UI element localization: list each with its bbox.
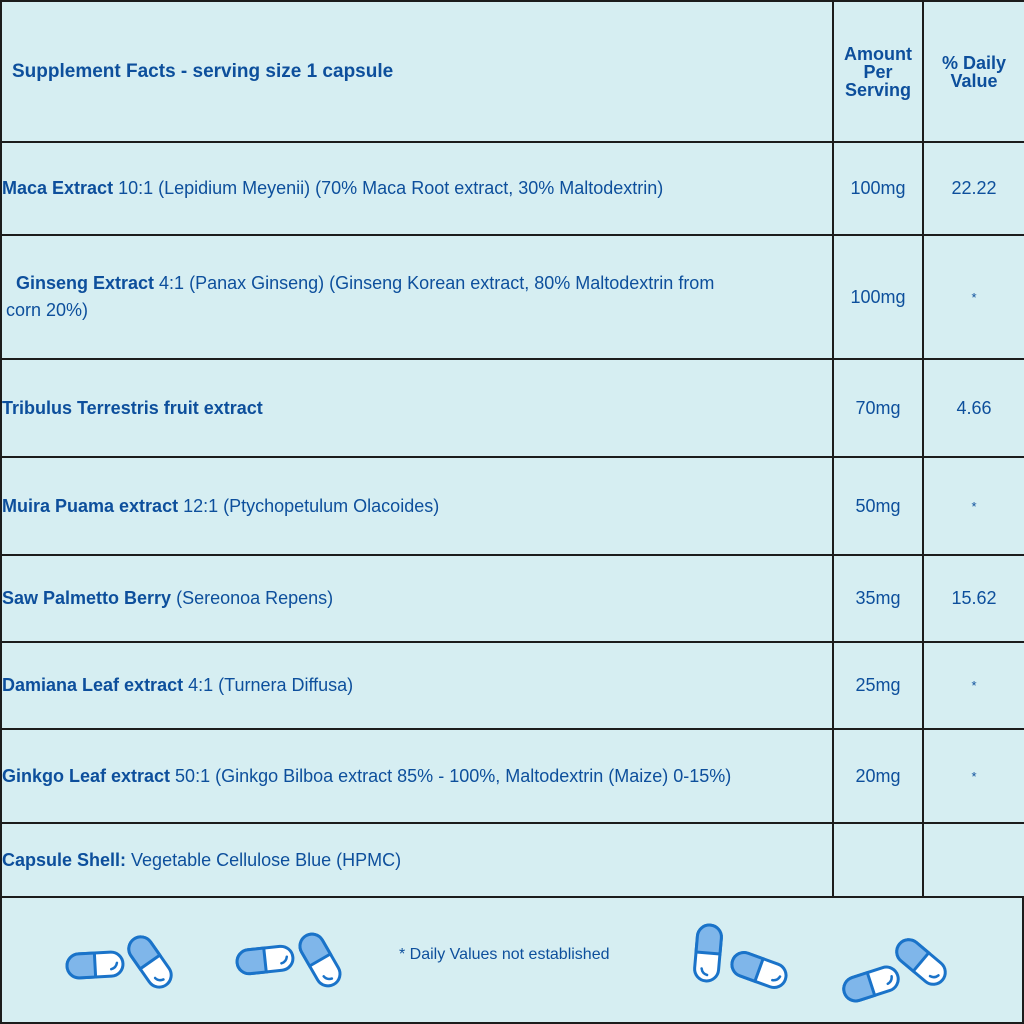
ingredient-name: Ginseng Extract [16, 273, 155, 293]
table-row [1, 235, 1024, 359]
table-row [1, 457, 1024, 555]
ingredient-name: Tribulus Terrestris fruit extract [2, 397, 263, 418]
amount-cell: 70mg [833, 359, 923, 457]
ingredient-cell [1, 729, 833, 823]
amount-header [833, 1, 923, 142]
ingredient-detail: 4:1 (Panax Ginseng) (Ginseng Korean extract, 80% Maltodextrin from [154, 273, 715, 293]
footer [0, 896, 1024, 1024]
table-row [1, 555, 1024, 642]
table-row [1, 823, 1024, 897]
ingredient-detail: 50:1 (Ginkgo Bilboa extract 85% - 100%, Maltodextrin (Maize) 0-15%) [170, 765, 732, 786]
table-row [1, 642, 1024, 729]
ingredient-detail: 12:1 (Ptychopetulum Olacoides) [178, 495, 440, 516]
daily-value-cell: * [923, 729, 1024, 823]
ingredient-name: Capsule Shell: [2, 849, 127, 870]
capsule-icon [64, 948, 126, 982]
ingredient-name: Damiana Leaf extract [2, 675, 184, 695]
daily-value-cell: * [923, 642, 1024, 729]
daily-value-cell: 15.62 [923, 555, 1024, 642]
daily-value-cell: 4.66 [923, 359, 1024, 457]
amount-cell [833, 823, 923, 897]
daily-value-cell [923, 823, 1024, 897]
daily-value-header-line2: Value [950, 70, 998, 91]
daily-value-cell: 22.22 [923, 142, 1024, 235]
amount-header-line1: Amount [844, 43, 912, 64]
ingredient-cell [1, 359, 833, 457]
capsule-icon [890, 934, 952, 990]
footnote: * Daily Values not established [399, 946, 610, 963]
ingredient-detail: 4:1 (Turnera Diffusa) [183, 675, 354, 695]
amount-header-line2: Per Serving [844, 61, 912, 100]
daily-value-cell: * [923, 457, 1024, 555]
amount-cell: 35mg [833, 555, 923, 642]
ingredient-cell [1, 142, 833, 235]
daily-value-cell: * [923, 235, 1024, 359]
amount-cell: 20mg [833, 729, 923, 823]
capsule-icon [120, 932, 180, 992]
ingredient-detail: 10:1 (Lepidium Meyenii) (70% Maca Root extract, 30% Maltodextrin) [113, 178, 664, 198]
ingredient-detail-continued: corn 20%) [6, 300, 89, 320]
ingredient-cell [1, 457, 833, 555]
daily-value-header-line1: % Daily [941, 52, 1007, 73]
ingredient-detail: (Sereonoa Repens) [171, 588, 334, 608]
ingredient-cell [1, 642, 833, 729]
table-row [1, 729, 1024, 823]
table-row [1, 359, 1024, 457]
table-header-row [1, 1, 1024, 142]
table-row [1, 142, 1024, 235]
capsule-icon [234, 943, 296, 977]
ingredient-cell [1, 823, 833, 897]
capsule-icon [728, 948, 790, 992]
ingredient-name: Maca Extract [2, 178, 114, 198]
amount-cell: 25mg [833, 642, 923, 729]
table-title: Supplement Facts - serving size 1 capsule [12, 60, 394, 82]
amount-cell: 100mg [833, 142, 923, 235]
capsule-icon [290, 930, 350, 990]
ingredient-name: Muira Puama extract [2, 495, 179, 516]
daily-value-header [923, 1, 1024, 142]
ingredient-name: Saw Palmetto Berry [2, 588, 172, 608]
ingredient-detail: Vegetable Cellulose Blue (HPMC) [126, 849, 402, 870]
amount-cell: 100mg [833, 235, 923, 359]
ingredient-cell [1, 235, 833, 359]
ingredient-cell [1, 555, 833, 642]
table-title-cell [1, 1, 833, 142]
ingredient-name: Ginkgo Leaf extract [2, 765, 171, 786]
amount-cell: 50mg [833, 457, 923, 555]
